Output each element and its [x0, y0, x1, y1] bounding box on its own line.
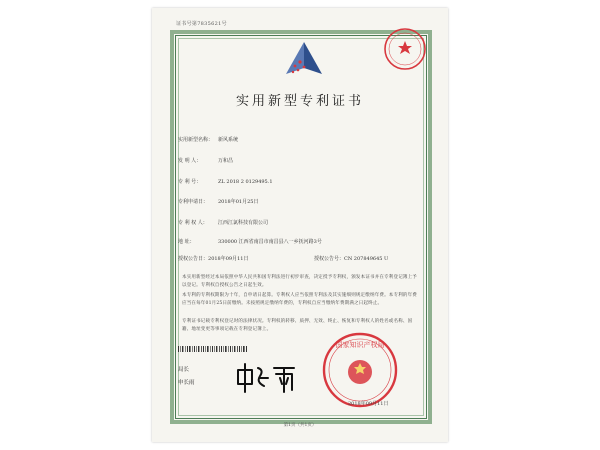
paragraph: 专利证书记载专利权登记时的法律状况。专利权的转移、质押、无效、终止、恢复和专利权人的姓名或名称、国籍、地址变更等事项记载在专利登记簿上。: [182, 319, 413, 332]
field-value: 330000 江西省南昌市南昌县八一乡抚河路3号: [218, 239, 322, 245]
seal-stamp-top: [382, 26, 428, 72]
seal-date: 2018年09月11日: [348, 401, 389, 407]
field-label: 地 址：: [178, 239, 195, 245]
paragraph: 本专利的专利权期限为十年，自申请日起算。专利权人应当依照专利法及其实施细则规定缴纳年费。本专利的年费应当在每年01月25日前缴纳。未按照规定缴纳年费的，专利权自应当缴纳年费期满之日起终止。: [182, 293, 417, 306]
handwritten-signature: [232, 360, 302, 394]
page-footer: 第1页（共1页）: [283, 423, 317, 428]
certificate-sheet: [152, 8, 448, 442]
field-row: [178, 178, 273, 185]
field-row: [178, 157, 233, 164]
paragraph: 本实用新型经过本局依照中华人民共和国专利法进行初步审查，决定授予专利权，颁发本证书并在专利登记簿上予以登记。专利权自授权公告之日起生效。: [182, 275, 417, 288]
field-label: 发 明 人：: [178, 158, 202, 164]
sipo-emblem-icon: [282, 38, 326, 80]
field-row: [178, 219, 268, 226]
field-row: [178, 136, 238, 143]
director-title: 局长: [178, 367, 190, 373]
certificate-number: 证书号第7835621号: [176, 21, 227, 27]
field-value: 新风系统: [218, 137, 239, 143]
director-name: 申长雨: [178, 380, 195, 386]
field-row: [178, 238, 322, 245]
field-value: 万和昌: [218, 158, 234, 164]
grant-pub-row: [314, 255, 388, 262]
field-value: 2018年01月25日: [218, 199, 259, 205]
field-label: 专利申请日：: [178, 199, 209, 205]
grant-pub-value: CN 207849645 U: [344, 256, 389, 262]
field-value: ZL 2018 2 0129495.1: [218, 179, 273, 185]
barcode: [178, 346, 248, 352]
field-label: 专 利 号：: [178, 179, 202, 185]
field-value: 江西江氯科技有限公司: [218, 220, 269, 226]
official-seal-stamp: [320, 330, 400, 410]
grant-date-label: 授权公告日：: [178, 256, 209, 262]
field-row: [178, 198, 258, 205]
field-label: 实用新型名称：: [178, 137, 214, 143]
grant-date-row: [178, 255, 248, 262]
seal-text: 国家知识产权局: [335, 341, 385, 349]
grant-date-value: 2018年09月11日: [208, 256, 249, 262]
field-label: 专 利 权 人：: [178, 220, 208, 226]
page-title: 实用新型专利证书: [235, 94, 364, 109]
grant-pub-label: 授权公告号：: [314, 256, 345, 262]
